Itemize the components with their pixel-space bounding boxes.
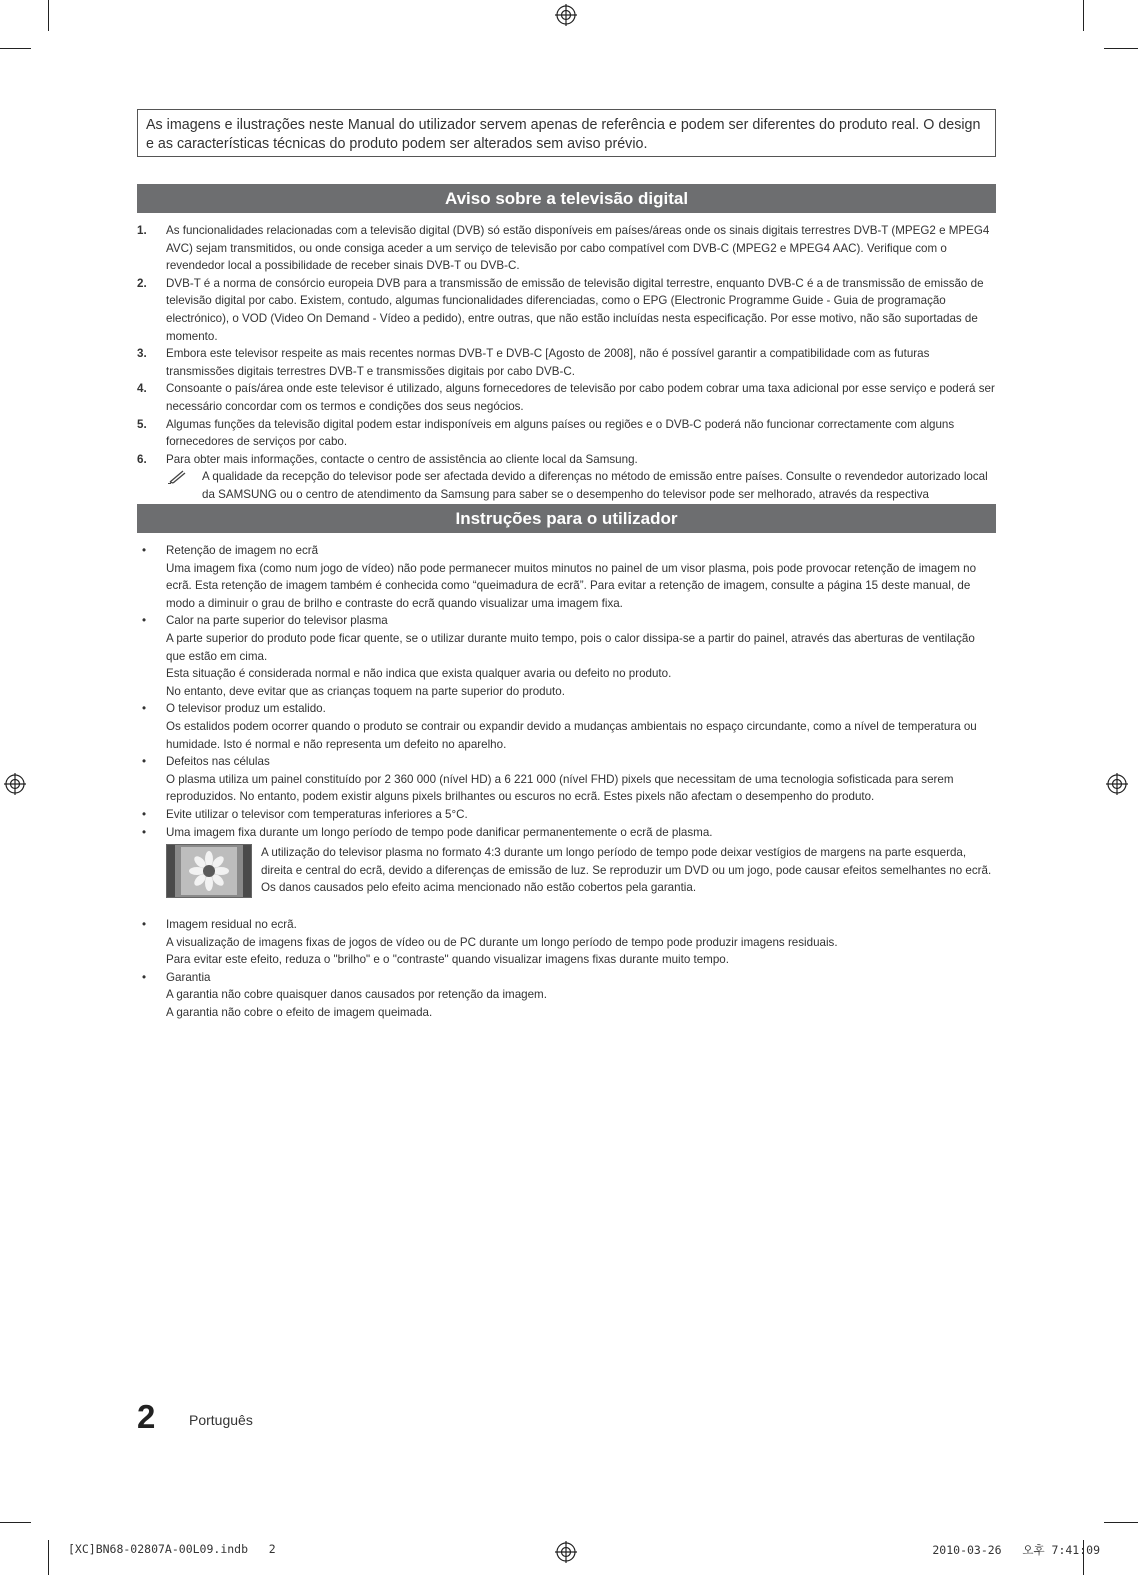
item-text: Para obter mais informações, contacte o centro de assistência ao cliente local da Samsung. <box>166 452 638 466</box>
crop-mark <box>1104 48 1138 49</box>
bullet-heading: Defeitos nas células <box>166 755 270 769</box>
list-item <box>137 275 996 345</box>
bullet-heading: Imagem residual no ecrã. <box>166 918 297 932</box>
item-number: 1. <box>137 224 147 237</box>
disclaimer-box: As imagens e ilustrações neste Manual do utilizador servem apenas de referência e podem ser diferentes do produto real. O design e as características técnicas do produto podem ser alterados sem aviso prévio. <box>137 109 996 157</box>
bullet-item <box>137 969 996 1022</box>
page-number: 2 <box>137 1398 156 1435</box>
item-number: 3. <box>137 347 147 361</box>
flower-image-icon <box>167 845 251 897</box>
bullet-icon: • <box>142 807 147 821</box>
list-item <box>137 345 996 380</box>
user-instructions-list <box>137 542 996 1022</box>
bullet-icon: • <box>142 825 147 839</box>
bullet-icon: • <box>142 755 147 769</box>
bullet-text: A garantia não cobre o efeito de imagem queimada. <box>166 1006 433 1020</box>
item-number: 4. <box>137 382 147 396</box>
bullet-item <box>137 700 996 753</box>
item-text: DVB-T é a norma de consórcio europeia DVB para a transmissão de emissão de televisão digital terrestre, enquanto DVB-C é a de transmissão de emissão de televisão digital por cabo. Existem, contudo, algumas funcionalidades diferenciadas, como o EPG (Electronic Programme Guide - Guia de programação electrónico), o VOD (Video On Demand - Vídeo a pedido), entre outras, que não estão incluídas nesta especificação. Por esse motivo, não são suportadas de momento. <box>166 276 984 343</box>
section-header-digital-tv: Aviso sobre a televisão digital <box>137 184 996 213</box>
item-number: 2. <box>137 276 147 290</box>
bullet-heading: Garantia <box>166 970 211 984</box>
list-item <box>137 222 996 275</box>
bullet-item <box>137 824 996 842</box>
bullet-item <box>137 612 996 700</box>
section-header-user-instructions: Instruções para o utilizador <box>137 504 996 533</box>
pencil-note-icon <box>167 468 187 484</box>
item-text: As funcionalidades relacionadas com a televisão digital (DVB) só estão disponíveis em países/áreas onde os sinais digitais terrestres DVB-T (MPEG2 e MPEG4 AVC) sejam transmitidos, ou onde consiga aceder a um serviço de televisão por cabo compatível com DVB-C (MPEG2 e MPEG4 AAC). Verifique com o revendedor local a possibilidade de receber sinais DVB-T ou DVB-C. <box>166 224 990 273</box>
crop-mark <box>48 0 49 31</box>
bullet-icon: • <box>142 918 147 932</box>
bullet-text: O plasma utiliza um painel constituído por 2 360 000 (nível HD) a 6 221 000 (nível FHD) pixels que necessitam de uma tecnologia sofisticada para serem reproduzidos. No entanto, podem existir alguns pixels brilhantes ou escuros no ecrã. Estes pixels não afectam o desempenho do produto. <box>166 772 954 804</box>
registration-mark-icon <box>555 4 577 26</box>
print-slug-date: 2010-03-26 오후 7:41:09 <box>932 1543 1100 1557</box>
digital-tv-list <box>137 222 996 521</box>
item-number: 6. <box>137 452 147 466</box>
bullet-text: Para evitar este efeito, reduza o "brilho" e o "contraste" quando visualizar imagens fixas durante muito tempo. <box>166 953 729 967</box>
crop-mark <box>1083 0 1084 31</box>
image-retention-note <box>166 844 996 900</box>
item-text: Consoante o país/área onde este televisor é utilizado, alguns fornecedores de televisão por cabo podem cobrar uma taxa adicional por esse serviço e poderá ser necessário concordar com os termos e condições dos seus negócios. <box>166 382 995 413</box>
print-slug-file: [XC]BN68-02807A-00L09.indb 2 <box>68 1542 276 1556</box>
bullet-heading: O televisor produz um estalido. <box>166 702 326 716</box>
language-label: Português <box>189 1412 253 1428</box>
bullet-icon: • <box>142 970 147 984</box>
bullet-item <box>137 753 996 806</box>
bullet-icon: • <box>142 702 147 716</box>
list-item <box>137 451 996 469</box>
bullet-text: Esta situação é considerada normal e não indica que exista qualquer avaria ou defeito no produto. <box>166 667 672 681</box>
crop-mark <box>48 1540 49 1575</box>
crop-mark <box>1104 1522 1138 1523</box>
item-number: 5. <box>137 417 147 431</box>
bullet-text: A parte superior do produto pode ficar quente, se o utilizar durante muito tempo, pois o calor dissipa-se a partir do painel, através das aberturas de ventilação que estão em cima. <box>166 631 975 663</box>
list-item <box>137 416 996 451</box>
bullet-text: Os estalidos podem ocorrer quando o produto se contrair ou expandir devido a mudanças ambientais no espaço circundante, como a nível de temperatura ou humidade. Isto é normal e não representa um defeito no aparelho. <box>166 719 977 751</box>
registration-mark-icon <box>555 1541 577 1563</box>
crop-mark <box>0 48 31 49</box>
screen-burn-thumbnail <box>166 844 252 898</box>
bullet-icon: • <box>142 544 147 557</box>
image-note-line: Os danos causados pelo efeito acima mencionado não estão cobertos pela garantia. <box>261 881 697 895</box>
bullet-text: Uma imagem fixa (como num jogo de vídeo) não pode permanecer muitos minutos no painel de um visor plasma, pois pode provocar retenção de imagem no ecrã. Esta retenção de imagem também é conhecida como “queimadura de ecrã”. Para evitar a retenção de imagem, consulte a página 15 deste manual, de modo a diminuir o grau de brilho e contraste do ecrã quando visualizar uma imagem fixa. <box>166 561 977 610</box>
image-note-line: A utilização do televisor plasma no formato 4:3 durante um longo período de tempo pode deixar vestígios de margens na parte esquerda, direita e central do ecrã, devido a diferenças de emissão de luz. Se reproduzir um DVD ou um jogo, pode causar efeitos semelhantes no ecrã. <box>261 846 992 877</box>
bullet-heading: Calor na parte superior do televisor plasma <box>166 614 388 628</box>
registration-mark-icon <box>1106 773 1128 795</box>
crop-mark <box>0 1522 31 1523</box>
list-item <box>137 380 996 415</box>
bullet-text: A visualização de imagens fixas de jogos de vídeo ou de PC durante um longo período de tempo pode produzir imagens residuais. <box>166 935 838 949</box>
bullet-text: A garantia não cobre quaisquer danos causados por retenção da imagem. <box>166 988 547 1002</box>
item-text: Embora este televisor respeite as mais recentes normas DVB-T e DVB-C [Agosto de 2008], não é possível garantir a compatibilidade com as futuras transmissões digitais terrestres DVB-T e transmissões digitais por cabo DVB-C. <box>166 347 930 378</box>
registration-mark-icon <box>4 773 26 795</box>
bullet-item <box>137 916 996 969</box>
bullet-heading: Retenção de imagem no ecrã <box>166 544 319 557</box>
bullet-icon: • <box>142 614 147 628</box>
bullet-heading: Uma imagem fixa durante um longo período de tempo pode danificar permanentemente o ecrã de plasma. <box>166 825 713 839</box>
bullet-item <box>137 542 996 612</box>
bullet-text: No entanto, deve evitar que as crianças toquem na parte superior do produto. <box>166 684 565 698</box>
bullet-heading: Evite utilizar o televisor com temperaturas inferiores a 5°C. <box>166 807 468 821</box>
note-text: A qualidade da recepção do televisor pode ser afectada devido a diferenças no método de emissão entre países. Consulte o revendedor autorizado local da SAMSUNG ou o centro de atendimento da Samsung para saber se o desempenho do televisor pode ser melhorado, através da respectiva <box>202 470 988 501</box>
bullet-item <box>137 806 996 824</box>
item-text: Algumas funções da televisão digital podem estar indisponíveis em alguns países ou regiões e o DVB-C poderá não funcionar correctamente com alguns fornecedores de serviços por cabo. <box>166 417 955 449</box>
